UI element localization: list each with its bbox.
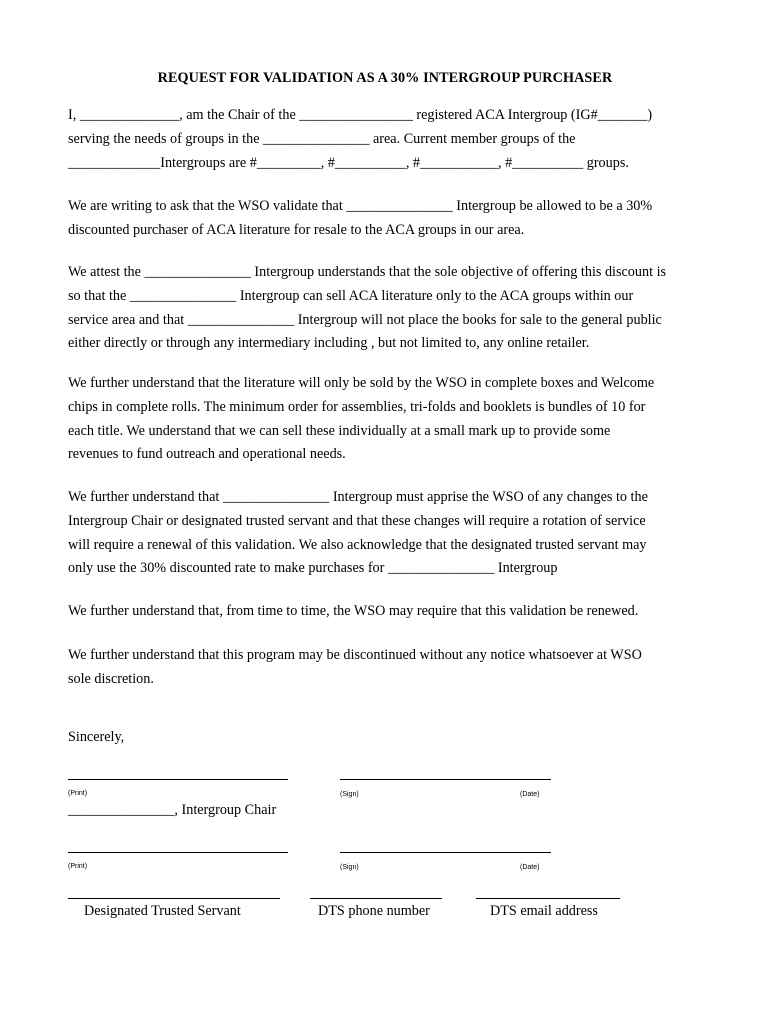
print-line-2[interactable]	[68, 852, 288, 853]
paragraph-line: We further understand that the literature will only be sold by the WSO in complete boxes and Welcome	[68, 375, 655, 391]
paragraph-line: either directly or through any intermediary including , but not limited to, any online retailer.	[68, 335, 590, 352]
dts-phone-line[interactable]	[310, 898, 442, 899]
paragraph-line: discounted purchaser of ACA literature for resale to the ACA groups in our area.	[68, 221, 525, 238]
print-line-1[interactable]	[68, 779, 288, 780]
paragraph-line: We further understand that this program may be discontinued without any notice whatsoever at WSO	[68, 647, 642, 663]
print-label-1: (Print)	[68, 790, 88, 797]
paragraph-line: chips in complete rolls. The minimum order for assemblies, tri-folds and booklets is bundles of 10 for	[68, 398, 646, 415]
paragraph-line: each title. We understand that we can sell these individually at a small mark up to provide some	[68, 422, 611, 439]
paragraph-line: I, ______________, am the Chair of the ________________ registered ACA Intergroup (IG#_______)	[68, 107, 653, 123]
paragraph-line: Intergroup Chair or designated trusted servant and that these changes will require a rotation of service	[68, 512, 646, 529]
paragraph-line: will require a renewal of this validation. We also acknowledge that the designated trusted servant may	[68, 536, 647, 553]
paragraph-line: We attest the _______________ Intergroup understands that the sole objective of offering this discount is	[68, 264, 667, 280]
closing-text: Sincerely,	[68, 729, 125, 745]
sign-label-2: (Sign)	[340, 864, 359, 871]
paragraph-changes	[68, 486, 708, 581]
paragraph-line: sole discretion.	[68, 670, 154, 687]
paragraph-renewal	[68, 600, 708, 624]
dts-email-label: DTS email address	[490, 903, 598, 919]
sign-line-1[interactable]	[340, 779, 551, 780]
paragraph-discontinue	[68, 644, 708, 692]
date-label-2: (Date)	[520, 864, 540, 871]
paragraph-line: We are writing to ask that the WSO validate that _______________ Intergroup be allowed to be a 30%	[68, 198, 653, 214]
document-title: REQUEST FOR VALIDATION AS A 30% INTERGROUP PURCHASER	[157, 70, 613, 86]
paragraph-line: We further understand that, from time to time, the WSO may require that this validation be renewed.	[68, 603, 639, 619]
paragraph-line: service area and that _______________ Intergroup will not place the books for sale to the general public	[68, 311, 662, 328]
paragraph-line: only use the 30% discounted rate to make purchases for _______________ Intergroup	[68, 560, 558, 577]
paragraph-line: _____________Intergroups are #_________, #__________, #___________, #__________ groups.	[68, 154, 629, 171]
paragraph-line: so that the _______________ Intergroup can sell ACA literature only to the ACA groups within our	[68, 287, 634, 304]
sign-line-2[interactable]	[340, 852, 551, 853]
dts-phone-label: DTS phone number	[318, 903, 430, 919]
paragraph-line: We further understand that _______________ Intergroup must apprise the WSO of any changes to the	[68, 489, 648, 505]
paragraph-line: serving the needs of groups in the _______________ area. Current member groups of the	[68, 130, 576, 147]
sign-label-1: (Sign)	[340, 791, 359, 798]
date-label-1: (Date)	[520, 791, 540, 798]
dts-name-line[interactable]	[68, 898, 280, 899]
dts-email-line[interactable]	[476, 898, 620, 899]
paragraph-literature	[68, 372, 708, 467]
paragraph-request	[68, 195, 708, 243]
intergroup-chair-line: _______________, Intergroup Chair	[68, 802, 277, 818]
paragraph-line: revenues to fund outreach and operational needs.	[68, 446, 346, 463]
paragraph-attest	[68, 261, 708, 356]
dts-name-label: Designated Trusted Servant	[84, 903, 241, 919]
print-label-2: (Print)	[68, 863, 88, 870]
paragraph-intro	[68, 104, 708, 175]
